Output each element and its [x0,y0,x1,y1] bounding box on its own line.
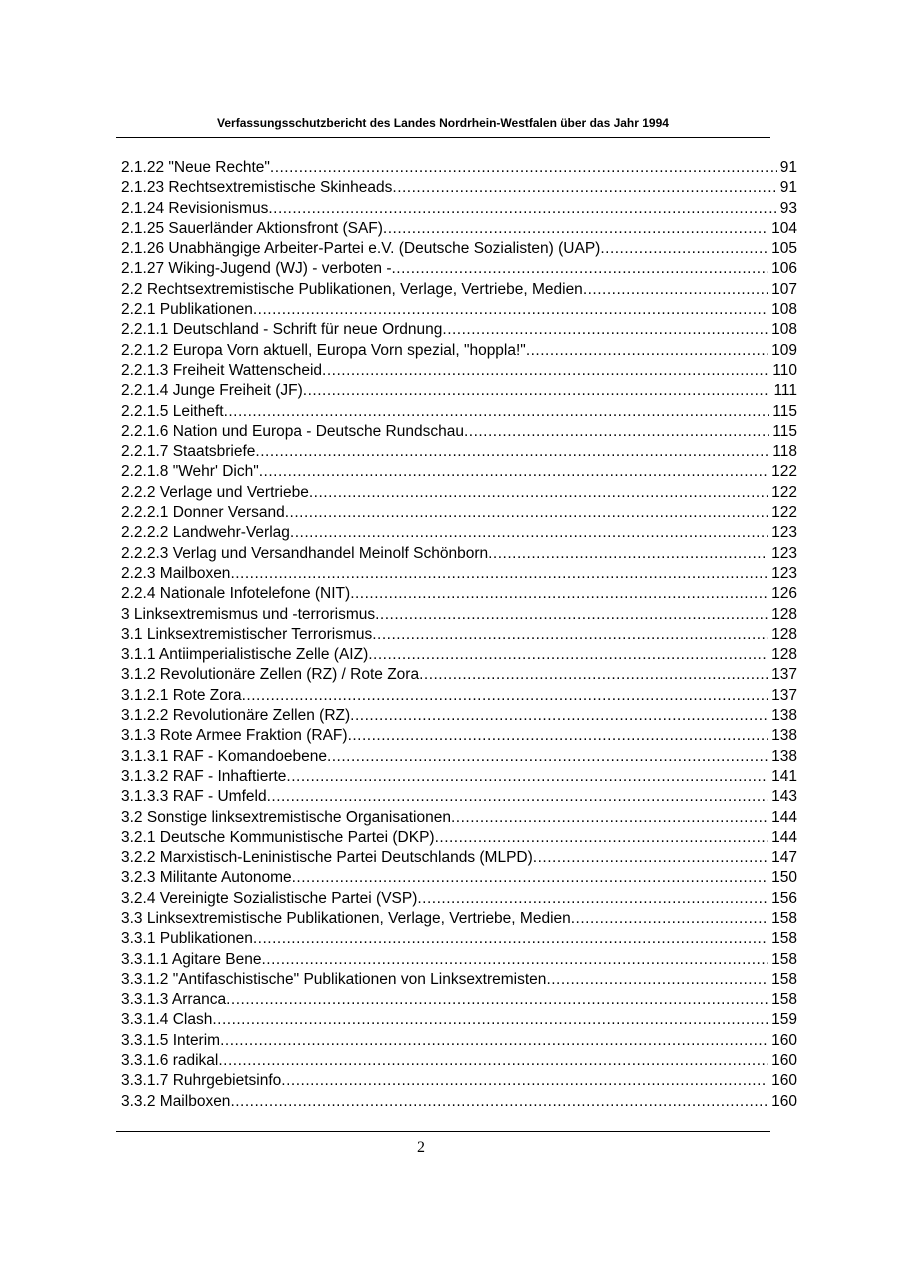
toc-entry [121,219,797,239]
toc-entry-title: 3.1.2.1 Rote Zora [121,686,242,704]
toc-dot-leader [368,645,768,665]
toc-entry [121,1051,797,1071]
toc-entry-title: 3.2.2 Marxistisch-Leninistische Partei Deutschlands (MLPD) [121,849,533,867]
toc-entry [121,645,797,665]
toc-entry [121,990,797,1010]
toc-entry [121,1092,797,1112]
toc-entry-title: 3.3.1.1 Agitare Bene [121,950,262,968]
toc-entry [121,199,797,219]
toc-entry [121,605,797,625]
toc-entry [121,767,797,787]
toc-entry-page: 138 [771,747,797,765]
toc-entry-page: 158 [771,950,797,968]
toc-entry-title: 2.2.1.7 Staatsbriefe [121,443,256,461]
toc-entry [121,564,797,584]
toc-entry-title: 2.2.2 Verlage und Vertriebe [121,483,309,501]
toc-entry-page: 118 [772,443,797,461]
toc-entry-title: 3.1 Linksextremistischer Terrorismus [121,625,373,643]
toc-entry-title: 3.2.3 Militante Autonome [121,869,292,887]
toc-entry-title: 3 Linksextremismus und -terrorismus [121,605,376,623]
toc-entry-title: 3.3.1.6 radikal [121,1052,219,1070]
toc-entry [121,828,797,848]
toc-entry-page: 159 [771,1011,797,1029]
toc-entry-title: 2.1.25 Sauerländer Aktionsfront (SAF) [121,219,383,237]
toc-dot-leader [464,422,769,442]
toc-entry-title: 2.2.2.1 Donner Versand [121,504,285,522]
toc-entry-page: 110 [772,361,797,379]
toc-entry-title: 3.3.1.5 Interim [121,1031,221,1049]
toc-entry [121,1031,797,1051]
toc-entry [121,158,797,178]
toc-entry-page: 115 [772,402,797,420]
toc-entry-title: 2.2.2.3 Verlag und Versandhandel Meinolf Schönborn [121,544,489,562]
toc-entry-page: 160 [771,1072,797,1090]
toc-dot-leader [417,889,768,909]
toc-entry-title: 3.3.2 Mailboxen [121,1092,231,1110]
toc-entry-title: 2.2.1.4 Junge Freiheit (JF) [121,382,303,400]
toc-entry-page: 147 [771,849,797,867]
toc-dot-leader [290,523,768,543]
toc-dot-leader [255,442,769,462]
toc-dot-leader [303,381,771,401]
toc-dot-leader [383,219,768,239]
toc-entry-page: 128 [771,605,797,623]
toc-dot-leader [350,584,768,604]
toc-entry [121,544,797,564]
toc-entry-page: 108 [771,321,797,339]
toc-entry [121,320,797,340]
toc-dot-leader [230,564,768,584]
toc-entry-title: 2.2 Rechtsextremistische Publikationen, Verlage, Vertriebe, Medien [121,280,583,298]
footer-divider [116,1131,770,1132]
toc-entry [121,787,797,807]
toc-entry-page: 158 [771,991,797,1009]
toc-entry-page: 137 [771,686,797,704]
toc-dot-leader [220,1031,768,1051]
toc-entry-page: 122 [771,504,797,522]
header-divider [116,137,770,138]
toc-entry-page: 123 [771,544,797,562]
toc-entry-title: 2.1.22 "Neue Rechte" [121,159,270,176]
toc-entry [121,889,797,909]
toc-entry-page: 115 [772,422,797,440]
toc-entry [121,361,797,381]
toc-dot-leader [488,544,768,564]
toc-entry-title: 2.1.23 Rechtsextremistische Skinheads [121,179,393,197]
toc-dot-leader [392,259,769,279]
toc-entry-title: 3.2.4 Vereinigte Sozialistische Partei (VSP) [121,889,418,907]
toc-entry-page: 123 [771,564,797,582]
toc-entry-page: 143 [771,788,797,806]
toc-entry-page: 126 [771,585,797,603]
toc-dot-leader [375,605,768,625]
toc-entry-page: 150 [771,869,797,887]
toc-entry [121,625,797,645]
toc-entry-page: 141 [771,767,797,785]
toc-dot-leader [372,625,768,645]
toc-entry [121,1071,797,1091]
toc-dot-leader [583,280,768,300]
toc-entry [121,523,797,543]
toc-entry [121,1010,797,1030]
toc-entry [121,584,797,604]
toc-entry-title: 3.1.1 Antiimperialistische Zelle (AIZ) [121,646,369,664]
toc-entry-page: 158 [771,909,797,927]
toc-entry [121,808,797,828]
toc-entry-page: 111 [773,382,797,400]
toc-entry-page: 160 [771,1092,797,1110]
toc-dot-leader [253,300,768,320]
toc-dot-leader [327,747,768,767]
toc-entry-page: 160 [771,1031,797,1049]
toc-entry [121,929,797,949]
toc-entry-title: 2.2.1.8 "Wehr' Dich" [121,463,259,481]
toc-entry-page: 122 [771,483,797,501]
toc-dot-leader [533,848,768,868]
toc-dot-leader [285,503,768,523]
toc-entry-page: 137 [771,666,797,684]
toc-entry-title: 2.2.1.1 Deutschland - Schrift für neue Ordnung [121,321,443,339]
toc-entry [121,178,797,198]
toc-entry-page: 123 [771,524,797,542]
toc-dot-leader [281,1071,768,1091]
toc-dot-leader [419,665,768,685]
toc-entry-title: 2.2.1.2 Europa Vorn aktuell, Europa Vorn spezial, "hoppla!" [121,341,526,359]
toc-entry [121,970,797,990]
toc-dot-leader [261,950,768,970]
toc-dot-leader [270,158,777,178]
toc-dot-leader [253,929,768,949]
toc-entry-page: 144 [771,808,797,826]
toc-dot-leader [600,239,768,259]
toc-dot-leader [546,970,768,990]
toc-entry-page: 158 [771,970,797,988]
toc-entry-title: 3.1.3.2 RAF - Inhaftierte [121,767,287,785]
toc-entry-page: 107 [771,280,797,298]
toc-entry-page: 93 [779,199,797,217]
toc-entry [121,706,797,726]
toc-entry-page: 138 [771,707,797,725]
toc-entry [121,239,797,259]
toc-entry [121,259,797,279]
toc-entry [121,848,797,868]
toc-entry-title: 3.3.1.4 Clash [121,1011,213,1029]
toc-dot-leader [286,767,768,787]
toc-dot-leader [392,178,776,198]
toc-entry-page: 104 [771,219,797,237]
toc-entry [121,868,797,888]
toc-entry-page: 106 [771,260,797,278]
toc-dot-leader [224,402,770,422]
toc-entry-page: 91 [779,159,797,176]
toc-entry-title: 2.1.26 Unabhängige Arbeiter-Partei e.V. (Deutsche Sozialisten) (UAP) [121,240,601,258]
toc-entry [121,686,797,706]
toc-dot-leader [267,787,769,807]
toc-entry [121,402,797,422]
toc-entry-page: 128 [771,646,797,664]
toc-dot-leader [350,706,768,726]
toc-entry-page: 108 [771,301,797,319]
toc-entry-title: 3.2 Sonstige linksextremistische Organisationen [121,808,451,826]
toc-entry-title: 3.1.3 Rote Armee Fraktion (RAF) [121,727,348,745]
toc-entry-page: 109 [771,341,797,359]
toc-dot-leader [218,1051,768,1071]
page-number: 2 [417,1139,425,1156]
toc-entry-page: 158 [771,930,797,948]
toc-dot-leader [442,320,768,340]
toc-entry [121,483,797,503]
table-of-contents [121,158,797,1112]
toc-dot-leader [571,909,768,929]
toc-entry-title: 3.3.1.3 Arranca [121,991,227,1009]
toc-entry-title: 2.1.27 Wiking-Jugend (WJ) - verboten - [121,260,392,278]
toc-entry-title: 3.2.1 Deutsche Kommunistische Partei (DKP) [121,828,435,846]
toc-entry [121,422,797,442]
toc-dot-leader [242,686,769,706]
toc-entry-title: 3.1.2.2 Revolutionäre Zellen (RZ) [121,707,351,725]
toc-entry-title: 2.2.1.5 Leitheft [121,402,224,420]
toc-entry [121,462,797,482]
toc-entry-page: 160 [771,1052,797,1070]
toc-dot-leader [451,808,768,828]
toc-entry-title: 2.2.3 Mailboxen [121,564,231,582]
toc-dot-leader [268,199,776,219]
toc-dot-leader [526,341,768,361]
toc-entry-page: 105 [771,240,797,258]
toc-entry [121,442,797,462]
toc-entry [121,280,797,300]
toc-entry [121,381,797,401]
toc-entry-title: 2.2.1.6 Nation und Europa - Deutsche Rundschau [121,422,464,440]
toc-dot-leader [322,361,769,381]
toc-dot-leader [348,726,769,746]
toc-entry-title: 2.2.1 Publikationen [121,301,253,319]
toc-entry-page: 156 [771,889,797,907]
toc-entry-title: 3.1.2 Revolutionäre Zellen (RZ) / Rote Zora [121,666,420,684]
toc-entry [121,950,797,970]
toc-entry [121,503,797,523]
toc-entry-title: 3.1.3.1 RAF - Komandoebene [121,747,327,765]
toc-entry [121,341,797,361]
toc-dot-leader [230,1092,768,1112]
toc-entry-page: 122 [771,463,797,481]
toc-entry-title: 3.1.3.3 RAF - Umfeld [121,788,267,806]
toc-entry [121,747,797,767]
toc-entry [121,726,797,746]
toc-entry-title: 3.3.1 Publikationen [121,930,253,948]
toc-entry [121,300,797,320]
toc-entry-page: 144 [771,828,797,846]
toc-entry-page: 91 [779,179,797,197]
toc-entry-title: 3.3.1.2 "Antifaschistische" Publikationen von Linksextremisten [121,970,547,988]
toc-entry-page: 138 [771,727,797,745]
toc-entry-title: 2.2.1.3 Freiheit Wattenscheid [121,361,323,379]
toc-dot-leader [435,828,769,848]
toc-entry [121,909,797,929]
toc-entry-page: 128 [771,625,797,643]
toc-entry-title: 2.1.24 Revisionismus [121,199,269,217]
toc-entry [121,665,797,685]
toc-dot-leader [292,868,769,888]
toc-entry-title: 3.3.1.7 Ruhrgebietsinfo [121,1072,282,1090]
toc-entry-title: 3.3 Linksextremistische Publikationen, Verlage, Vertriebe, Medien [121,909,571,927]
toc-dot-leader [226,990,768,1010]
toc-dot-leader [309,483,768,503]
toc-dot-leader [259,462,768,482]
toc-entry-title: 2.2.2.2 Landwehr-Verlag [121,524,290,542]
toc-dot-leader [212,1010,768,1030]
page-header-title: Verfassungsschutzbericht des Landes Nordrhein-Westfalen über das Jahr 1994 [217,116,669,130]
toc-entry-title: 2.2.4 Nationale Infotelefone (NIT) [121,585,351,603]
